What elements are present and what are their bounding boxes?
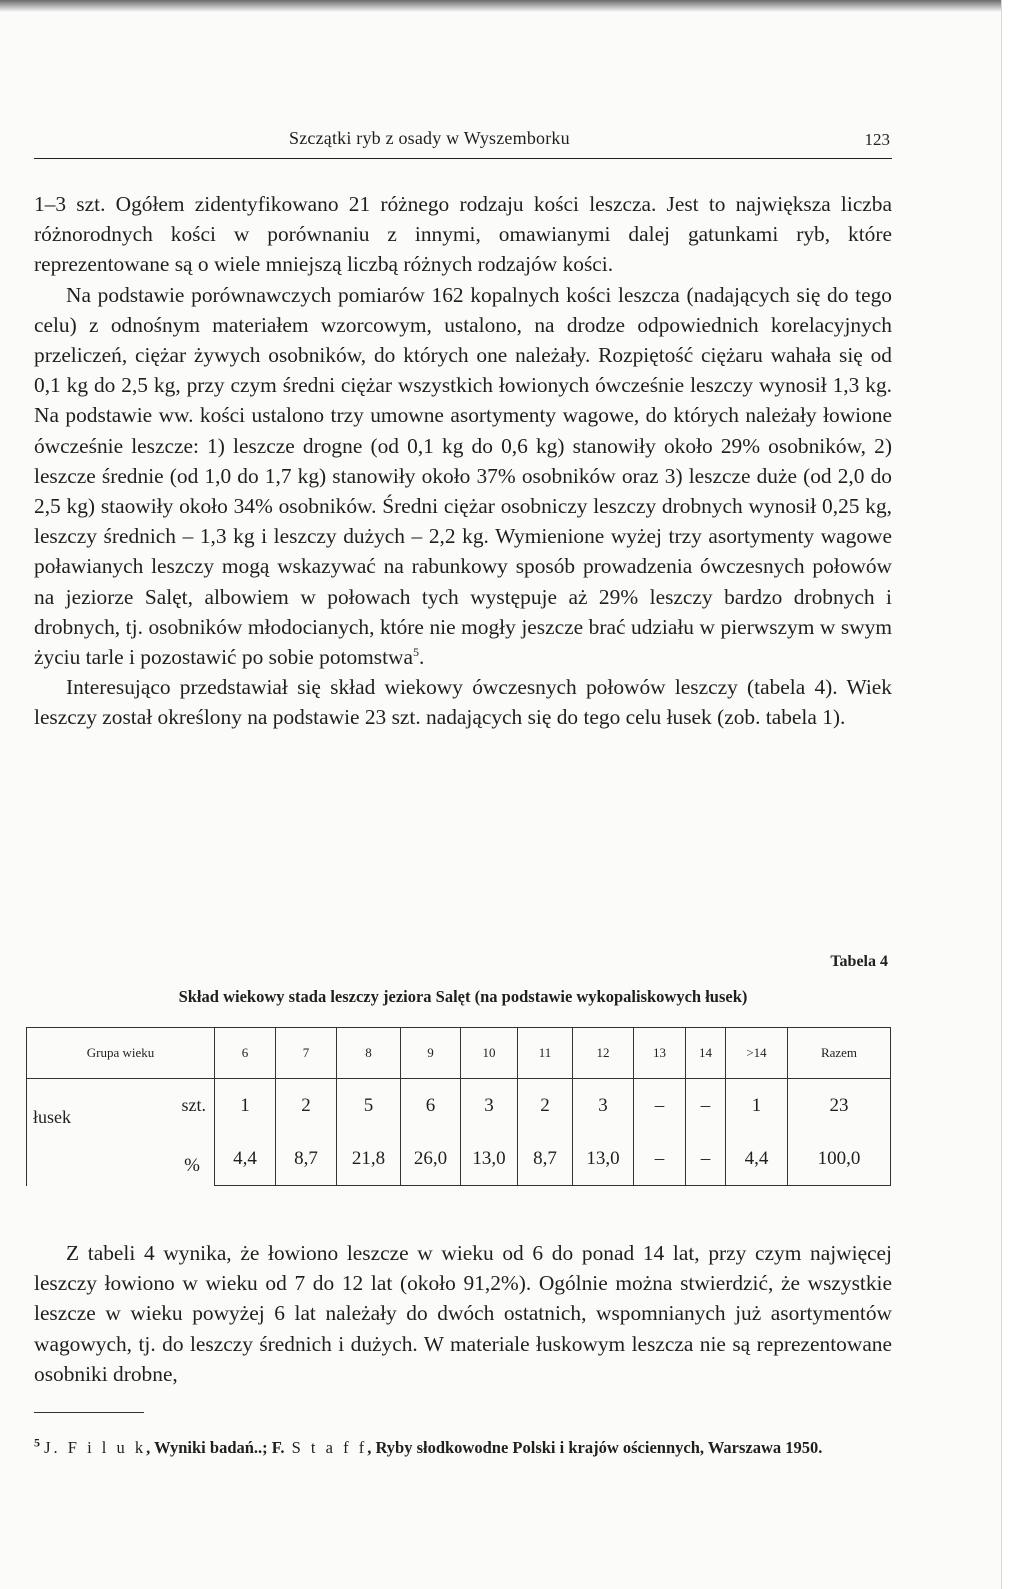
table-row-szt [27, 1079, 891, 1133]
table-cell: 1 [726, 1079, 788, 1133]
header-cell-age-group: Grupa wieku [27, 1028, 215, 1079]
row-label-scales: łusek [33, 1107, 71, 1127]
paragraph-4: Z tabeli 4 wynika, że łowiono leszcze w wieku od 6 do ponad 14 lat, przy czym najwięcej leszczy łowiono w wieku od 7 do 12 lat (około 91,2%). Ogólnie można stwierdzić, że wszystkie leszcze w wieku powyżej 6 lat należały do dwóch ostatnich, wspomnianych już asortymentów wagowych, tj. do leszczy średnich i dużych. W materiale łuskowym leszcza nie są reprezentowane osobniki drobne, [34, 1241, 892, 1386]
table-cell: – [686, 1079, 726, 1133]
header-cell: 9 [401, 1028, 461, 1079]
header-cell: 7 [276, 1028, 337, 1079]
row-label-percent: % [184, 1155, 200, 1176]
table-cell: 13,0 [573, 1132, 634, 1186]
table-cell: 6 [401, 1079, 461, 1133]
header-cell: 8 [337, 1028, 401, 1079]
table-cell: – [634, 1079, 686, 1133]
table-cell: 26,0 [401, 1132, 461, 1186]
table-cell: 8,7 [276, 1132, 337, 1186]
footnote-author-1: J. F i l u k [44, 1438, 147, 1457]
table-cell: 2 [518, 1079, 573, 1133]
table-cell: 1 [215, 1079, 276, 1133]
header-cell: 6 [215, 1028, 276, 1079]
header-cell: 11 [518, 1028, 573, 1079]
table-cell: 4,4 [215, 1132, 276, 1186]
header-cell: 10 [461, 1028, 518, 1079]
header-cell: 13 [634, 1028, 686, 1079]
footnote [34, 1437, 894, 1458]
table-caption: Skład wiekowy stada leszczy jeziora Salęt (na podstawie wykopaliskowych łusek) [178, 987, 748, 1006]
body-text-upper [34, 189, 892, 733]
table-cell: 4,4 [726, 1132, 788, 1186]
table-cell: 21,8 [337, 1132, 401, 1186]
paragraph-2-text: Na podstawie porównawczych pomiarów 162 kopalnych kości leszcza (nadających się do tego celu) z odnośnym materiałem wzorcowym, ustalono, na drodze odpowiednich korelacyjnych przeliczeń, ciężar żywych osobników, do których one należały. Rozpiętość ciężaru wahała się od 0,1 kg do 2,5 kg, przy czym średni ciężar wszystkich łowionych ówcześnie leszczy wynosił 1,3 kg. Na podstawie ww. kości ustalono trzy umowne asortymenty wagowe, do których należały łowione ówcześnie leszcze: 1) leszcze drogne (od 0,1 kg do 0,6 kg) stanowiły około 29% osobników, 2) leszcze średnie (od 1,0 do 1,7 kg) stanowiły około 37% osobników oraz 3) leszcze duże (od 2,0 do 2,5 kg) staowiły około 34% osobników. Średni ciężar osobniczy leszczy drobnych wynosił 0,25 kg, leszczy średnich – 1,3 kg i leszczy dużych – 2,2 kg. Wymienione wyżej trzy asortymenty wagowe poławianych leszczy mogą wskazywać na rabunkowy sposób prowadzenia ówczesnych połowów na jeziorze Salęt, albowiem w połowach tych występuje aż 29% leszczy bardzo drobnych i drobnych, tj. osobników młodocianych, które nie mogły jeszcze brać udziału w pierwszym w swym życiu tarle i pozostawić po sobie potomstwa [34, 282, 892, 670]
table-cell: 2 [276, 1079, 337, 1133]
table-cell: 5 [337, 1079, 401, 1133]
body-text-lower [34, 1238, 892, 1389]
table-cell-total: 100,0 [788, 1132, 891, 1186]
age-table [26, 1027, 891, 1186]
header-cell: 12 [573, 1028, 634, 1079]
table-cell: 8,7 [518, 1132, 573, 1186]
footnote-rule [34, 1412, 144, 1413]
paragraph-3: Interesująco przedstawiał się skład wiekowy ówczesnych połowów leszczy (tabela 4). Wiek leszczy został określony na podstawie 23 szt. nadających się do tego celu łusek (zob. tabela 1). [34, 675, 892, 730]
footnote-mark: 5 [34, 1435, 40, 1450]
footnote-text-2: , Ryby słodkowodne Polski i krajów ościennych, Warszawa 1950. [367, 1438, 823, 1457]
page-number: 123 [864, 130, 890, 149]
running-head-title: Szczątki ryb z osady w Wyszemborku [289, 128, 570, 148]
table-cell-total: 23 [788, 1079, 891, 1133]
paragraph-1: 1–3 szt. Ogółem zidentyfikowano 21 różnego rodzaju kości leszcza. Jest to największa liczba różnorodnych kości w porównaniu z innymi, omawianymi dalej gatunkami ryb, które reprezentowane są o wiele mniejszą liczbą różnych rodzajów kości. [34, 192, 892, 277]
footnote-author-2: S t a f f [284, 1438, 368, 1457]
paragraph-2-end: . [419, 645, 425, 670]
table-cell: – [686, 1132, 726, 1186]
footnote-ref: 5 [413, 644, 419, 659]
header-cell: >14 [726, 1028, 788, 1079]
running-head [34, 124, 892, 159]
scan-top-edge [0, 0, 1008, 12]
table-label: Tabela 4 [830, 953, 888, 970]
table-cell: 13,0 [461, 1132, 518, 1186]
header-cell: 14 [686, 1028, 726, 1079]
scan-right-margin [1001, 0, 1024, 1589]
row-header-cell [27, 1079, 215, 1186]
footnote-text-1: , Wyniki badań..; F. [146, 1438, 285, 1457]
row-label-szt: szt. [181, 1095, 206, 1115]
header-cell-total: Razem [788, 1028, 891, 1079]
table-cell: 3 [573, 1079, 634, 1133]
table-header-row [27, 1028, 891, 1079]
paragraph-2 [34, 280, 892, 673]
table-cell: 3 [461, 1079, 518, 1133]
table-cell: – [634, 1132, 686, 1186]
